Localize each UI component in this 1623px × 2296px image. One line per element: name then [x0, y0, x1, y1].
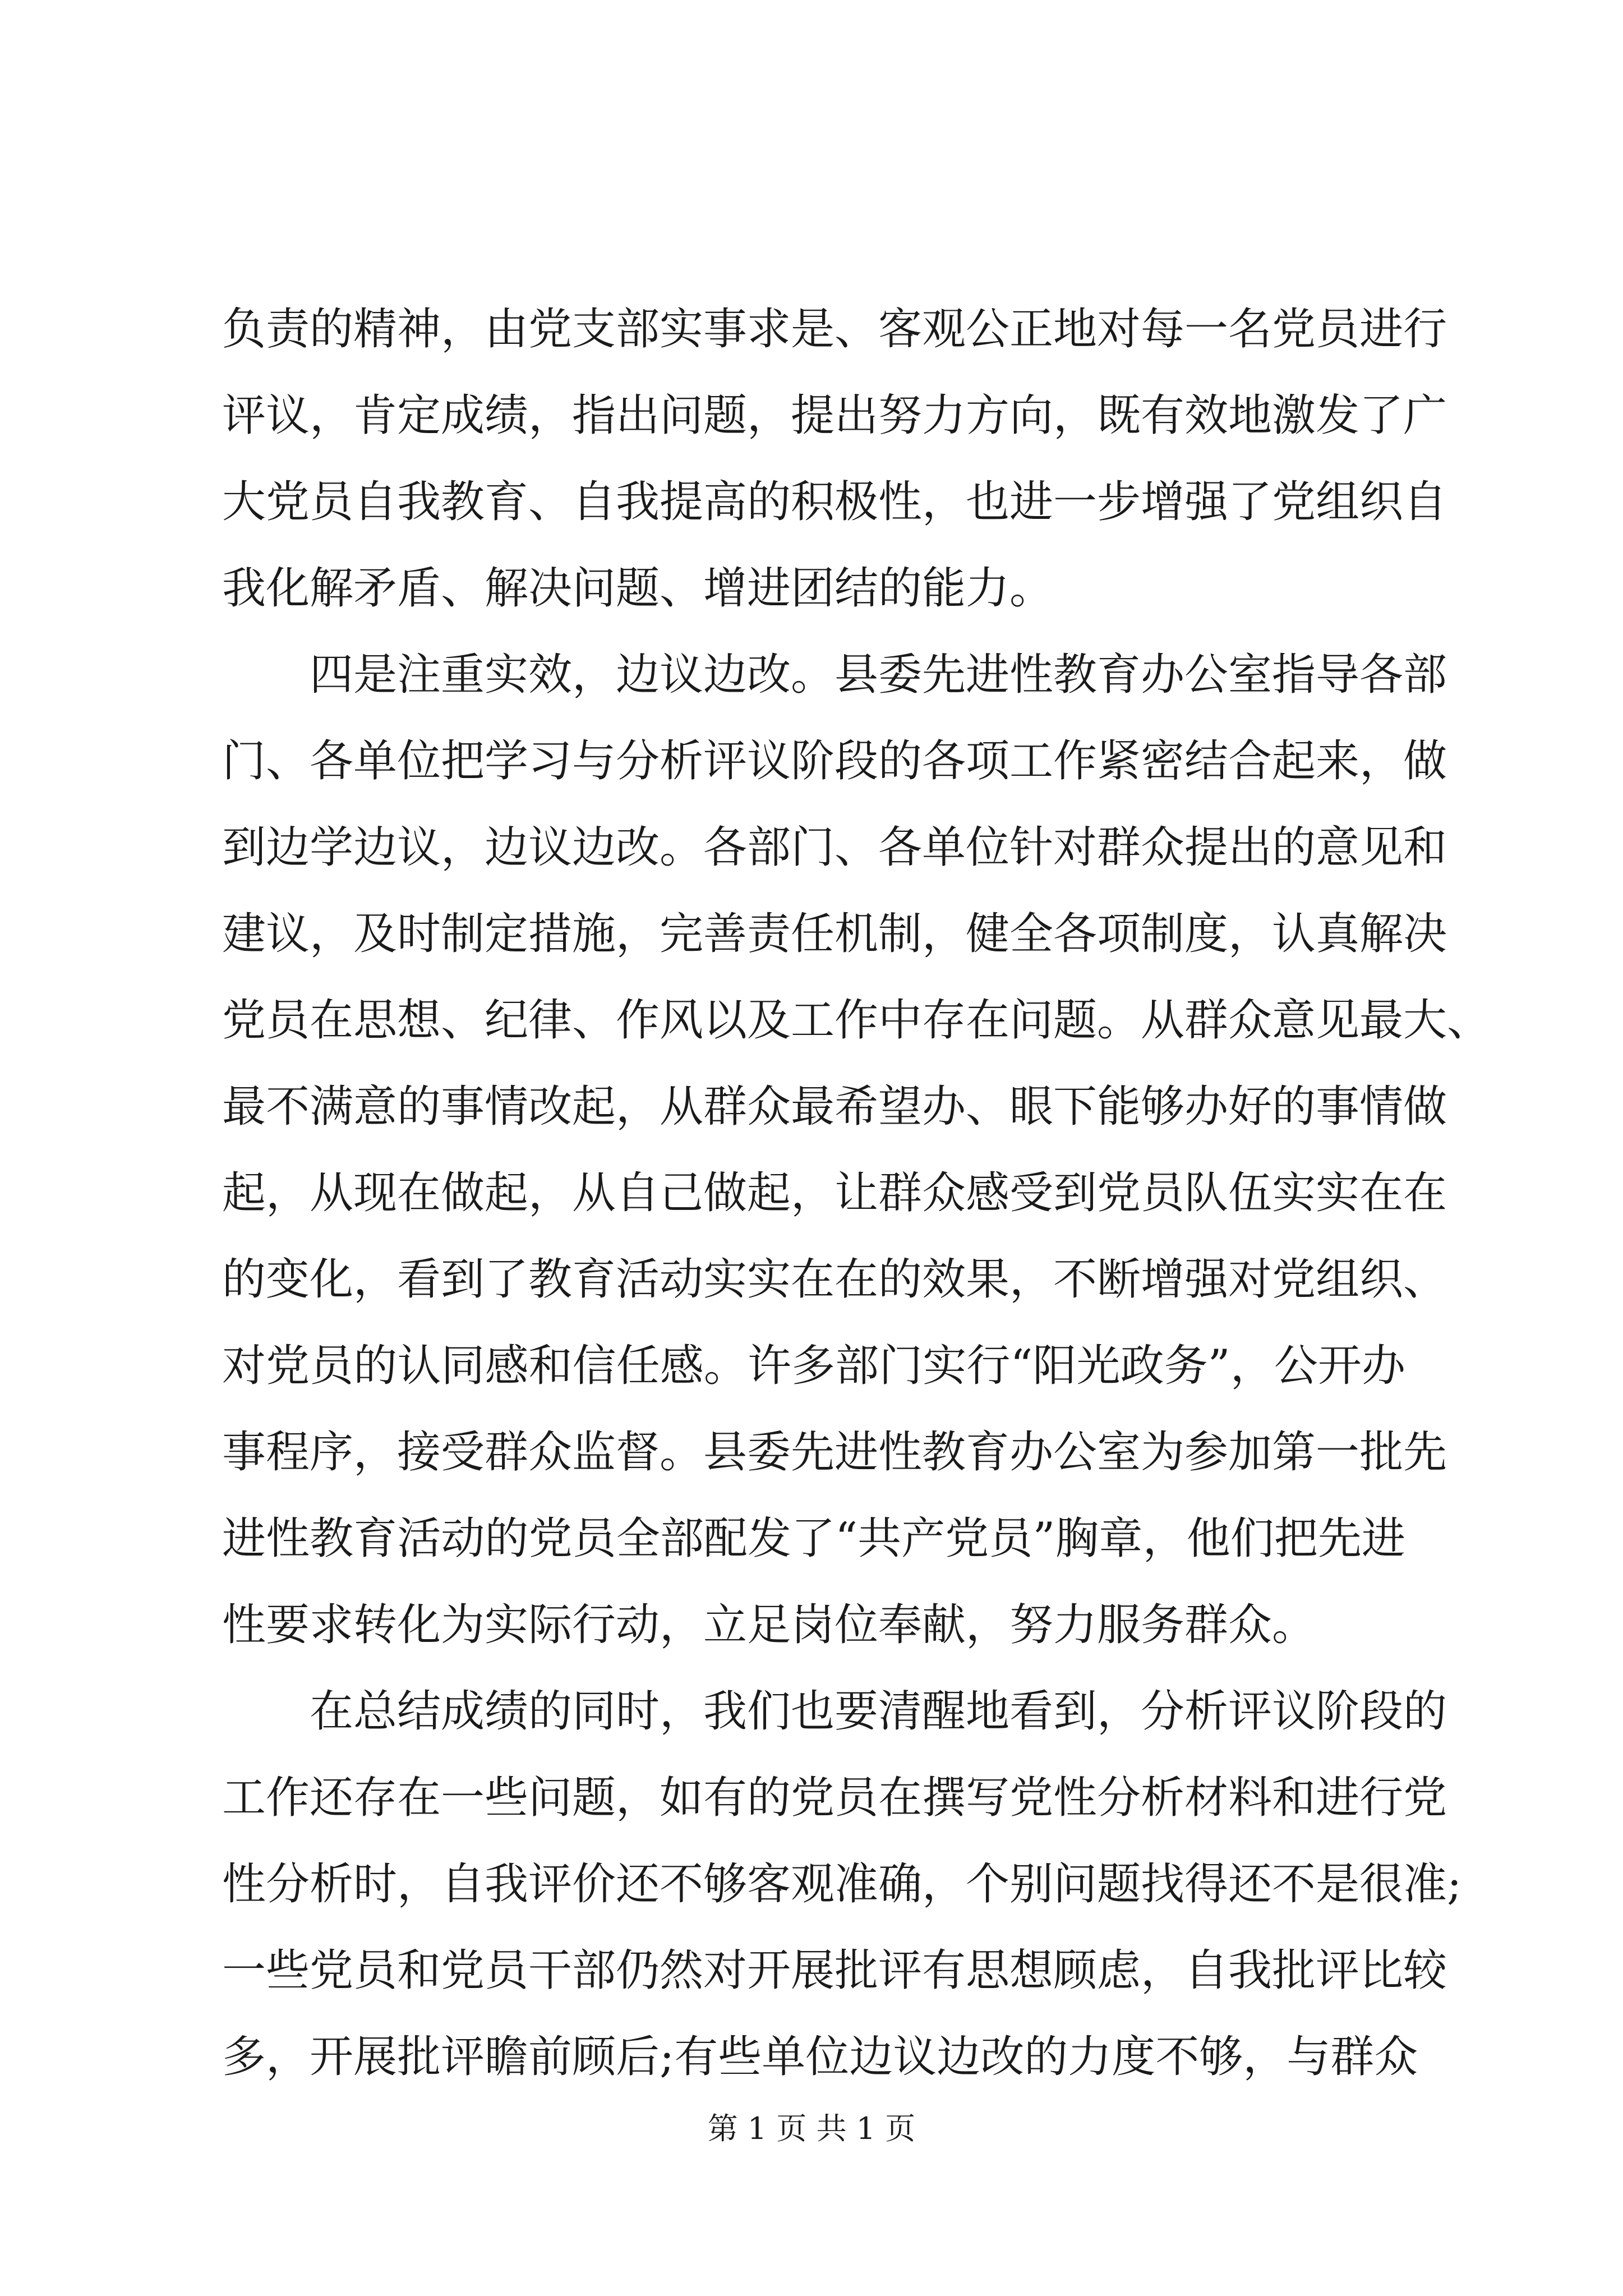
text-line: 党员在思想、纪律、作风以及工作中存在问题。从群众意见最大、 — [222, 995, 1491, 1046]
text-line: 在总结成绩的同时，我们也要清醒地看到，分析评议阶段的 — [222, 1686, 1447, 1737]
text-line: 的变化，看到了教育活动实实在在的效果，不断增强对党组织、 — [222, 1254, 1447, 1305]
page-footer — [0, 2106, 1623, 2151]
text-line: 建议，及时制定措施，完善责任机制，健全各项制度，认真解决 — [222, 909, 1447, 959]
text-line: 性分析时，自我评价还不够客观准确，个别问题找得还不是很准; — [222, 1859, 1462, 1910]
text-line: 评议，肯定成绩，指出问题，提出努力方向，既有效地激发了广 — [222, 390, 1447, 441]
text-line: 性要求转化为实际行动，立足岗位奉献，努力服务群众。 — [222, 1600, 1316, 1650]
text-line: 四是注重实效，边议边改。县委先进性教育办公室指导各部 — [222, 650, 1447, 700]
text-line: 对党员的认同感和信任感。许多部门实行“阳光政务”，公开办 — [222, 1341, 1405, 1391]
text-line: 事程序，接受群众监督。县委先进性教育办公室为参加第一批先 — [222, 1427, 1447, 1478]
document-body — [222, 286, 1491, 2100]
text-line: 到边学边议，边议边改。各部门、各单位针对群众提出的意见和 — [222, 822, 1447, 873]
text-line: 一些党员和党员干部仍然对开展批评有思想顾虑，自我批评比较 — [222, 1945, 1447, 1996]
text-line: 工作还存在一些问题，如有的党员在撰写党性分析材料和进行党 — [222, 1773, 1447, 1823]
text-line: 大党员自我教育、自我提高的积极性，也进一步增强了党组织自 — [222, 477, 1447, 527]
text-line: 多，开展批评瞻前顾后;有些单位边议边改的力度不够，与群众 — [222, 2032, 1418, 2082]
text-line: 起，从现在做起，从自己做起，让群众感受到党员队伍实实在在 — [222, 1168, 1447, 1218]
text-line: 最不满意的事情改起，从群众最希望办、眼下能够办好的事情做 — [222, 1082, 1447, 1132]
page-number: 第 1 页 共 1 页 — [707, 2111, 916, 2146]
text-line: 进性教育活动的党员全部配发了“共产党员”胸章，他们把先进 — [222, 1513, 1405, 1564]
text-line: 门、各单位把学习与分析评议阶段的各项工作紧密结合起来，做 — [222, 736, 1447, 786]
text-line: 负责的精神，由党支部实事求是、客观公正地对每一名党员进行 — [222, 304, 1447, 355]
text-line: 我化解矛盾、解决问题、增进团结的能力。 — [222, 563, 1054, 614]
